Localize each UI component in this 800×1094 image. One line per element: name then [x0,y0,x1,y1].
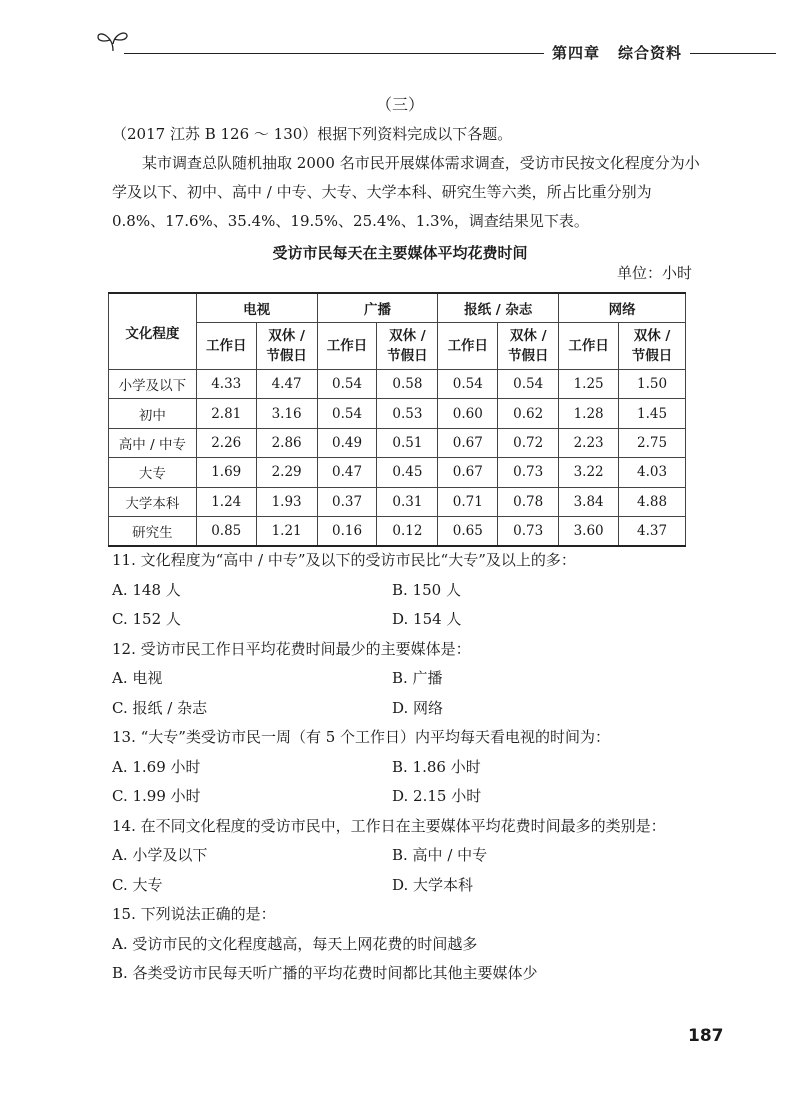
answer-option[interactable]: B. 广播 [392,669,443,687]
table-cell: 0.78 [498,487,559,516]
answer-option[interactable]: D. 网络 [392,698,444,717]
subheader-workday: 工作日 [559,323,619,370]
subheader-holiday [498,323,559,370]
subheader-holiday [619,323,686,370]
table-row [109,487,686,516]
row-label: 初中 [109,399,197,428]
table-cell: 1.28 [559,399,619,428]
row-label: 大学本科 [109,487,197,516]
subheader-holiday-line2: 节假日 [387,348,428,364]
table-cell: 0.54 [498,370,559,399]
table-cell: 3.16 [256,399,317,428]
answer-option[interactable]: C. 大专 [112,875,163,894]
table-cell: 1.69 [196,458,256,487]
table-cell: 1.25 [559,370,619,399]
group-header: 广播 [317,293,438,323]
table-cell: 0.31 [377,487,438,516]
table-cell: 1.45 [619,399,686,428]
answer-option[interactable]: B. 各类受访市民每天听广播的平均花费时间都比其他主要媒体少 [112,964,538,982]
table-cell: 2.26 [196,428,256,457]
table-cell: 1.21 [256,516,317,546]
answer-option[interactable]: D. 154 人 [392,610,462,628]
table-cell: 0.54 [438,370,498,399]
table-cell: 3.84 [559,487,619,516]
answer-option[interactable]: C. 报纸 / 杂志 [112,698,208,717]
table-cell: 0.65 [438,516,498,546]
table-cell: 2.81 [196,399,256,428]
table-unit: 单位：小时 [616,264,692,282]
option-row [112,664,712,694]
table-cell: 0.37 [317,487,377,516]
answer-option[interactable]: C. 152 人 [112,610,181,628]
intro-paragraph: 某市调查总队随机抽取 2000 名市民开展媒体需求调查，受访市民按文化程度分为小学及以下、初中、高中 / 中专、大专、大学本科、研究生等六类，所占比重分别为 0.8%、17.6%、35.4%、19.5%、25.4%、1.3%，调查结果见下表。 [112,154,700,230]
table-cell: 1.24 [196,487,256,516]
running-head [552,42,700,63]
subheader-holiday [377,323,438,370]
question-stem: 12. 受访市民工作日平均花费时间最少的主要媒体是： [112,639,471,658]
table-cell: 0.73 [498,458,559,487]
table-cell: 0.49 [317,428,377,457]
table-cell: 0.45 [377,458,438,487]
table-cell: 4.03 [619,458,686,487]
option-row [112,694,712,724]
question-stem: 15. 下列说法正确的是： [112,905,276,923]
page-header [0,28,800,68]
answer-option[interactable]: D. 2.15 小时 [392,787,482,805]
question-stem: 14. 在不同文化程度的受访市民中，工作日在主要媒体平均花费时间最多的类别是： [112,816,666,835]
page-number: 187 [688,1026,724,1046]
subheader-holiday-line1: 双休 / [268,328,305,344]
subheader-workday: 工作日 [317,323,377,370]
answer-option[interactable]: A. 148 人 [112,580,181,599]
table-cell: 3.60 [559,516,619,546]
row-label: 小学及以下 [109,370,197,399]
subheader-holiday-line1: 双休 / [389,328,426,344]
question-stem: 13. “大专”类受访市民一周（有 5 个工作日）内平均每天看电视的时间为： [112,728,611,746]
section-label: 综合资料 [618,44,683,62]
table-cell: 0.53 [377,399,438,428]
table-cell: 1.93 [256,487,317,516]
table-cell: 0.85 [196,516,256,546]
table-row [109,428,686,457]
subheader-holiday-line2: 节假日 [507,348,549,364]
answer-option[interactable]: A. 受访市民的文化程度越高，每天上网花费的时间越多 [112,934,478,953]
option-row [112,576,712,606]
question-list [112,546,712,989]
table-cell: 0.73 [498,516,559,546]
answer-option[interactable]: A. 电视 [112,669,163,687]
table-cell: 3.22 [559,458,619,487]
table-cell: 0.51 [377,428,438,457]
table-cell: 0.72 [498,428,559,457]
table-cell: 4.47 [256,370,317,399]
table-cell: 0.60 [438,399,498,428]
media-time-table [108,292,686,547]
table-row [109,370,686,399]
header-rule-left [124,53,544,54]
answer-option[interactable]: B. 150 人 [392,580,461,599]
subheader-holiday-line1: 双休 / [509,328,547,344]
subheader-holiday-line1: 双休 / [633,328,671,344]
header-rule-right [690,53,776,54]
answer-option[interactable]: B. 1.86 小时 [392,757,481,776]
group-header: 电视 [196,293,317,323]
chapter-label: 第四章 [552,44,601,62]
row-label: 高中 / 中专 [109,428,197,457]
table-cell: 2.75 [619,428,686,457]
group-header: 网络 [559,293,686,323]
table-cell: 2.29 [256,458,317,487]
row-header: 文化程度 [109,293,197,370]
subheader-workday: 工作日 [438,323,498,370]
group-header: 报纸 / 杂志 [438,293,559,323]
question-stem: 11. 文化程度为“高中 / 中专”及以下的受访市民比“大专”及以上的多： [112,551,576,569]
source-line: （2017 江苏 B 126 ～ 130）根据下列资料完成以下各题。 [112,125,513,143]
option-row [112,605,712,635]
table-cell: 0.54 [317,399,377,428]
table-cell: 2.86 [256,428,317,457]
option-row [112,871,712,901]
table-cell: 0.67 [438,458,498,487]
table-cell: 0.71 [438,487,498,516]
table-cell: 4.33 [196,370,256,399]
table-cell: 0.16 [317,516,377,546]
option-row [112,753,712,783]
row-label: 大专 [109,458,197,487]
table-cell: 4.88 [619,487,686,516]
table-body [109,370,686,547]
table-cell: 2.23 [559,428,619,457]
table-row [109,399,686,428]
subheader-holiday [256,323,317,370]
subheader-workday: 工作日 [196,323,256,370]
subheader-holiday-line2: 节假日 [266,348,307,364]
table-title: 受访市民每天在主要媒体平均花费时间 [272,244,528,262]
answer-option[interactable]: A. 小学及以下 [112,846,208,864]
table-row [109,516,686,546]
section-title: （三） [375,95,424,114]
answer-option[interactable]: C. 1.99 小时 [112,787,201,805]
answer-option[interactable]: A. 1.69 小时 [112,757,201,776]
option-row [112,841,712,871]
table-cell: 0.54 [317,370,377,399]
subheader-holiday-line2: 节假日 [631,348,673,364]
table-cell: 0.67 [438,428,498,457]
table-cell: 0.47 [317,458,377,487]
table-cell: 0.58 [377,370,438,399]
table-cell: 1.50 [619,370,686,399]
table-row [109,458,686,487]
answer-option[interactable]: B. 高中 / 中专 [392,846,488,864]
row-label: 研究生 [109,516,197,546]
table-cell: 0.12 [377,516,438,546]
leaf-ornament-icon [96,30,130,52]
answer-option[interactable]: D. 大学本科 [392,875,474,894]
option-row [112,782,712,812]
table-cell: 0.62 [498,399,559,428]
table-cell: 4.37 [619,516,686,546]
